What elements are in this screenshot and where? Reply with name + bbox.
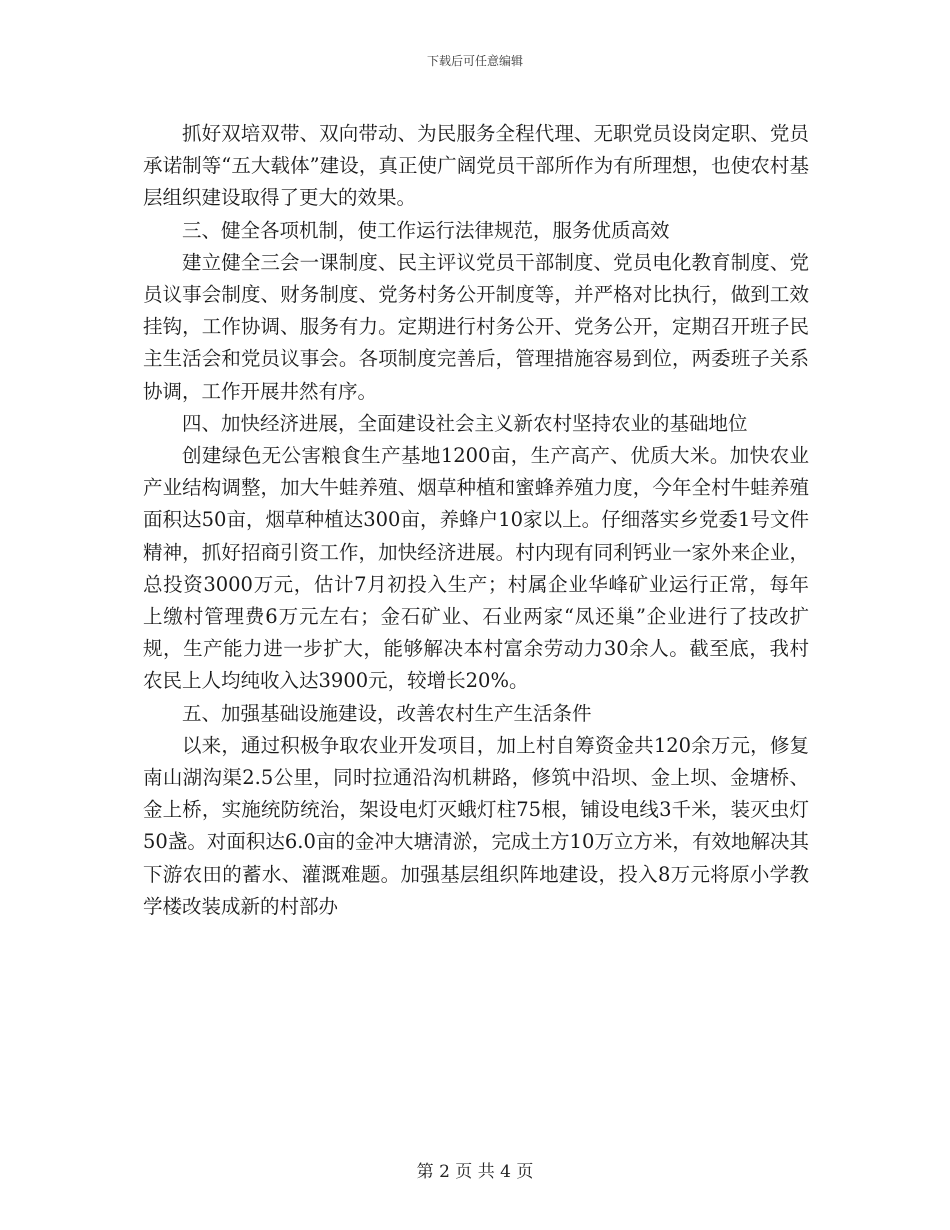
section-heading-3: 三、健全各项机制，使工作运行法律规范，服务优质高效: [182, 218, 670, 242]
page-header-note: 下载后可任意编辑: [426, 54, 523, 68]
paragraph-infrastructure: 以来，通过积极争取农业开发项目，加上村自筹资金共120余万元，修复南山湖沟渠2.5公里，同时拉通沿沟机耕路，修筑中沿坝、金上坝、金塘桥、金上桥，实施统防统治，架设电灯灭蛾灯柱75根，铺设电线3千米，装灭虫灯50盏。对面积达6.0亩的金冲大塘清淤，完成土方10万立方米，有效地解决其下游农田的蓄水、灌溉难题。加强基层组织阵地建设，投入8万元将原小学教学楼改装成新的村部办: [143, 733, 809, 918]
paragraph-carriers: 抓好双培双带、双向带动、为民服务全程代理、无职党员设岗定职、党员承诺制等“五大载体”建设，真正使广阔党员干部所作为有所理想，也使农村基层组织建设取得了更大的效果。: [143, 122, 809, 210]
section-heading-5: 五、加强基础设施建设，改善农村生产生活条件: [182, 701, 592, 725]
paragraph-mechanisms: 建立健全三会一课制度、民主评议党员干部制度、党员电化教育制度、党员议事会制度、财务制度、党务村务公开制度等，并严格对比执行，做到工效挂钩，工作协调、服务有力。定期进行村务公开、党务公开，定期召开班子民主生活会和党员议事会。各项制度完善后，管理措施容易到位，两委班子关系协调，工作开展井然有序。: [143, 250, 809, 403]
paragraph-economy: 创建绿色无公害粮食生产基地1200亩，生产高产、优质大米。加快农业产业结构调整，加大牛蛙养殖、烟草种植和蜜蜂养殖力度，今年全村牛蛙养殖面积达50亩，烟草种植达300亩，养蜂户10家以上。仔细落实乡党委1号文件精神，抓好招商引资工作，加快经济进展。村内现有同利钙业一家外来企业，总投资3000万元，估计7月初投入生产；村属企业华峰矿业运行正常，每年上缴村管理费6万元左右；金石矿业、石业两家“凤还巢”企业进行了技改扩规，生产能力进一步扩大，能够解决本村富余劳动力30余人。截至底，我村农民上人均纯收入达3900元，较增长20%。: [143, 444, 809, 693]
section-heading-4: 四、加快经济进展，全面建设社会主义新农村坚持农业的基础地位: [182, 411, 748, 435]
page-number-footer: 第 2 页 共 4 页: [416, 1162, 534, 1182]
document-body: [143, 118, 809, 923]
